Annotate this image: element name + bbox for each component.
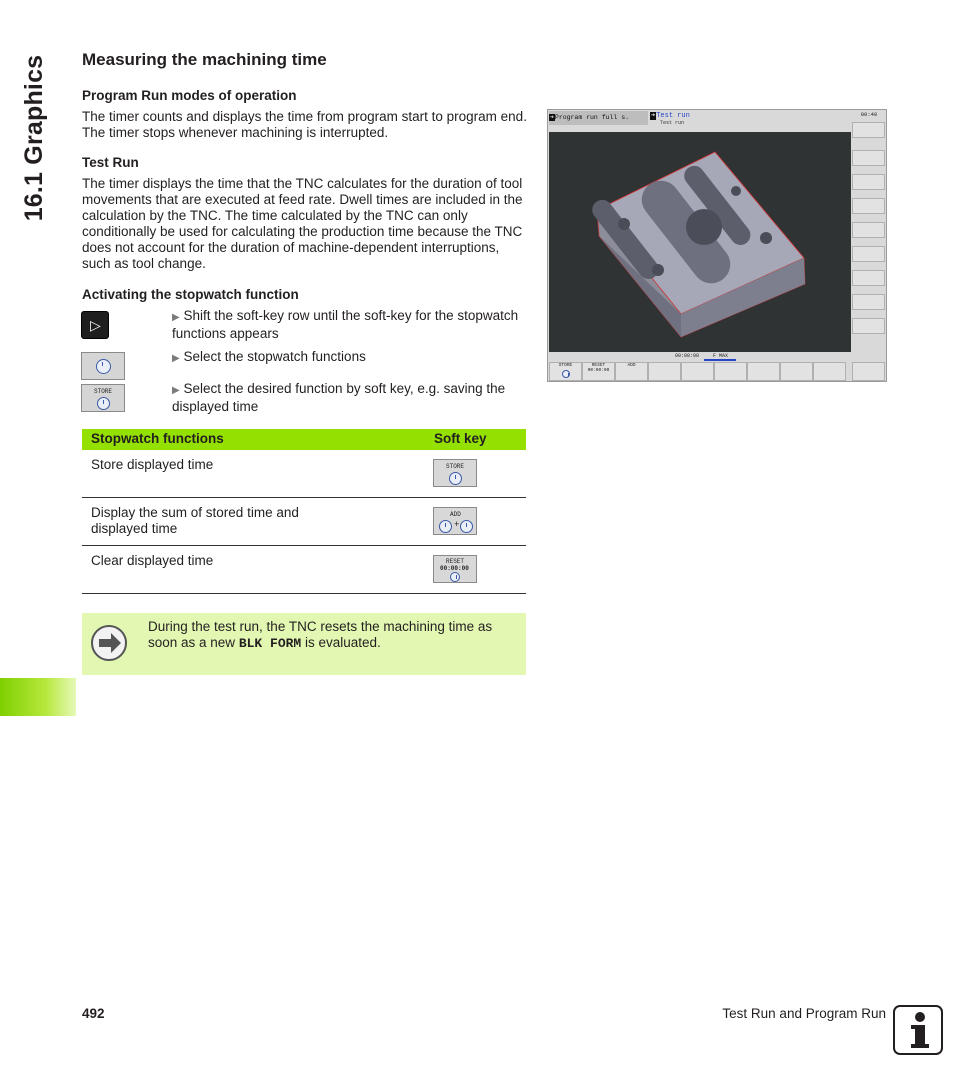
graphic-view: [549, 132, 851, 352]
note-code: BLK FORM: [238, 636, 302, 651]
note-box: [82, 613, 526, 675]
reset-softkey[interactable]: [433, 555, 477, 583]
stopwatch-icon: [439, 520, 452, 533]
status-bar: [549, 353, 851, 361]
bullet-triangle-icon: ▶: [172, 385, 180, 396]
stopwatch-icon: [97, 397, 110, 410]
store-key[interactable]: [81, 384, 125, 412]
clock-display: 00:40: [860, 111, 878, 118]
side-softkey[interactable]: [852, 174, 885, 190]
status-feed: F MAX: [713, 353, 729, 359]
view-softkey[interactable]: [852, 362, 885, 381]
softkey-label: RESET: [446, 558, 465, 565]
softkey-label: STORE: [446, 463, 465, 470]
col-stopwatch-functions: Stopwatch functions: [91, 431, 224, 446]
plus-icon: +: [454, 520, 460, 530]
empty-softkey[interactable]: [813, 362, 846, 381]
note-text: During the test run, the TNC resets the machining time as soon as a new BLK FORM is evaluated.: [148, 619, 493, 651]
chapter-tab-marker: [0, 678, 76, 716]
program-run-heading: Program Run modes of operation: [82, 88, 297, 103]
step-3: ▶ Select the desired function by soft key, e.g. saving the displayed time: [172, 381, 506, 414]
side-softkey[interactable]: [852, 318, 885, 334]
add-softkey[interactable]: ADD: [615, 362, 648, 381]
test-run-heading: Test Run: [82, 155, 139, 170]
reset-softkey[interactable]: RESET 00:00:00: [582, 362, 615, 381]
store-softkey[interactable]: [433, 459, 477, 487]
section-title: Measuring the machining time: [82, 50, 327, 69]
side-softkey[interactable]: [852, 198, 885, 214]
softkey-sublabel: 00:00:00: [440, 565, 469, 572]
bullet-triangle-icon: ▶: [172, 353, 180, 364]
step-1: ▶ Shift the soft-key row until the soft-key for the stopwatch functions appears: [172, 308, 519, 341]
row-function-text: Display the sum of stored time and displayed time: [91, 505, 299, 536]
side-softkey[interactable]: [852, 122, 885, 138]
side-softkey[interactable]: [852, 294, 885, 310]
stopwatch-icon: [449, 472, 462, 485]
arrow-right-icon: [91, 625, 127, 661]
side-softkey[interactable]: [852, 150, 885, 166]
table-row: [82, 498, 526, 546]
step-2: ▶ Select the stopwatch functions: [172, 349, 366, 364]
row-function-text: Store displayed time: [91, 457, 214, 472]
store-softkey[interactable]: STORE: [549, 362, 582, 381]
store-key-label: STORE: [94, 388, 113, 395]
stopwatch-icon: [562, 370, 570, 378]
col-soft-key: Soft key: [434, 431, 487, 446]
mode-arrow-icon: ➔: [651, 112, 656, 120]
play-arrow-icon: ▷: [90, 317, 101, 333]
add-softkey[interactable]: [433, 507, 477, 535]
chapter-title: 16.1 Graphics: [20, 54, 48, 222]
stopwatch-icon: [450, 572, 460, 582]
next-softkey-row-key[interactable]: [81, 311, 109, 339]
table-header: [82, 429, 526, 450]
side-softkey[interactable]: [852, 246, 885, 262]
tnc-screenshot: [547, 109, 887, 382]
footer-chapter: Test Run and Program Run: [722, 1006, 886, 1021]
empty-softkey[interactable]: [780, 362, 813, 381]
side-softkey[interactable]: [852, 222, 885, 238]
workpiece-graphic: [549, 132, 851, 352]
mode-arrow-icon: ➔: [550, 114, 554, 121]
info-icon: [893, 1005, 943, 1055]
feed-bar: [704, 359, 736, 361]
page-number: 492: [82, 1006, 105, 1021]
stopwatch-icon: [460, 520, 473, 533]
table-row: [82, 450, 526, 498]
stopwatch-key[interactable]: [81, 352, 125, 380]
empty-softkey[interactable]: [648, 362, 681, 381]
bullet-triangle-icon: ▶: [172, 312, 180, 323]
empty-softkey[interactable]: [681, 362, 714, 381]
program-run-text: The timer counts and displays the time from program start to program end. The timer stops whenever machining is interrupted.: [82, 109, 527, 140]
softkey-label: ADD: [450, 511, 461, 518]
empty-softkey[interactable]: [747, 362, 780, 381]
side-softkey[interactable]: [852, 270, 885, 286]
mode-right: ➔Test run Test run: [650, 111, 850, 131]
mode-right-sub: Test run: [660, 120, 685, 126]
mode-left: ➔Program run full s.: [549, 111, 648, 125]
activating-heading: Activating the stopwatch function: [82, 287, 299, 302]
table-row: [82, 546, 526, 594]
stopwatch-icon: [96, 359, 111, 374]
status-time: 00:00:00: [675, 353, 700, 359]
empty-softkey[interactable]: [714, 362, 747, 381]
test-run-text: The timer displays the time that the TNC calculates for the duration of tool movements that are executed at feed rate. Dwell times are included in the calculation by the TNC. The time calculated by the TNC can only conditionally be used for calculating the production time because the TNC does not account for the duration of machine-dependent interruptions, such as tool change.: [82, 176, 523, 271]
row-function-text: Clear displayed time: [91, 553, 214, 568]
